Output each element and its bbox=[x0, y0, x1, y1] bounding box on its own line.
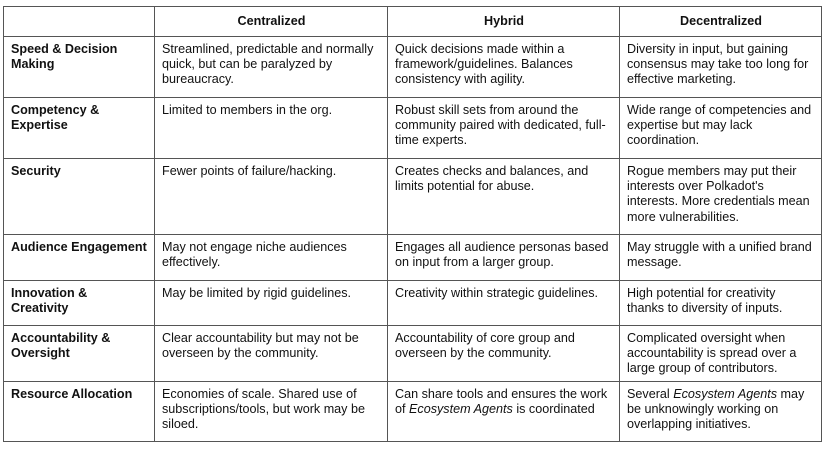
cell-decentralized: Diversity in input, but gaining consensus may take too long for effective marketing. bbox=[620, 37, 822, 98]
row-label: Resource Allocation bbox=[4, 381, 155, 441]
comparison-table bbox=[3, 6, 822, 442]
cell-centralized: Limited to members in the org. bbox=[155, 98, 388, 159]
cell-centralized: May not engage niche audiences effectively. bbox=[155, 235, 388, 281]
table-row bbox=[4, 281, 822, 326]
header-hybrid: Hybrid bbox=[388, 7, 620, 37]
table-row bbox=[4, 235, 822, 281]
cell-decentralized: Wide range of competencies and expertise but may lack coordination. bbox=[620, 98, 822, 159]
cell-centralized: Clear accountability but may not be overseen by the community. bbox=[155, 326, 388, 382]
cell-decentralized: Complicated oversight when accountability is spread over a large group of contributors. bbox=[620, 326, 822, 382]
cell-hybrid: Creates checks and balances, and limits potential for abuse. bbox=[388, 159, 620, 235]
cell-hybrid: Quick decisions made within a framework/guidelines. Balances consistency with agility. bbox=[388, 37, 620, 98]
cell-hybrid: Accountability of core group and overseen by the community. bbox=[388, 326, 620, 382]
header-cell-empty bbox=[4, 7, 155, 37]
cell-hybrid: Creativity within strategic guidelines. bbox=[388, 281, 620, 326]
emphasized-text: Ecosystem Agents bbox=[409, 401, 513, 416]
cell-text: may be unknowingly working on overlapping initiatives. bbox=[627, 386, 805, 432]
table-row bbox=[4, 381, 822, 441]
header-row bbox=[4, 7, 822, 37]
row-label: Competency & Expertise bbox=[4, 98, 155, 159]
cell-decentralized: High potential for creativity thanks to diversity of inputs. bbox=[620, 281, 822, 326]
row-label: Security bbox=[4, 159, 155, 235]
cell-decentralized: Rogue members may put their interests over Polkadot's interests. More credentials mean more vulnerabilities. bbox=[620, 159, 822, 235]
header-decentralized: Decentralized bbox=[620, 7, 822, 37]
cell-text: Can share tools and ensures the work of bbox=[395, 386, 608, 416]
cell-text: Several bbox=[627, 386, 674, 401]
row-label: Speed & Decision Making bbox=[4, 37, 155, 98]
emphasized-text: Ecosystem Agents bbox=[673, 386, 778, 401]
table-row bbox=[4, 98, 822, 159]
cell-centralized: Economies of scale. Shared use of subscriptions/tools, but work may be siloed. bbox=[155, 381, 388, 441]
row-label: Innovation & Creativity bbox=[4, 281, 155, 326]
cell-hybrid bbox=[388, 381, 620, 441]
cell-decentralized bbox=[620, 381, 822, 441]
table-row bbox=[4, 159, 822, 235]
cell-hybrid: Robust skill sets from around the community paired with dedicated, full-time experts. bbox=[388, 98, 620, 159]
cell-centralized: May be limited by rigid guidelines. bbox=[155, 281, 388, 326]
cell-hybrid: Engages all audience personas based on input from a larger group. bbox=[388, 235, 620, 281]
cell-centralized: Fewer points of failure/hacking. bbox=[155, 159, 388, 235]
header-centralized: Centralized bbox=[155, 7, 388, 37]
row-label: Audience Engagement bbox=[4, 235, 155, 281]
cell-decentralized: May struggle with a unified brand message. bbox=[620, 235, 822, 281]
table-row bbox=[4, 326, 822, 382]
table-row bbox=[4, 37, 822, 98]
cell-centralized: Streamlined, predictable and normally quick, but can be paralyzed by bureaucracy. bbox=[155, 37, 388, 98]
cell-text: is coordinated bbox=[512, 401, 595, 416]
row-label: Accountability & Oversight bbox=[4, 326, 155, 382]
